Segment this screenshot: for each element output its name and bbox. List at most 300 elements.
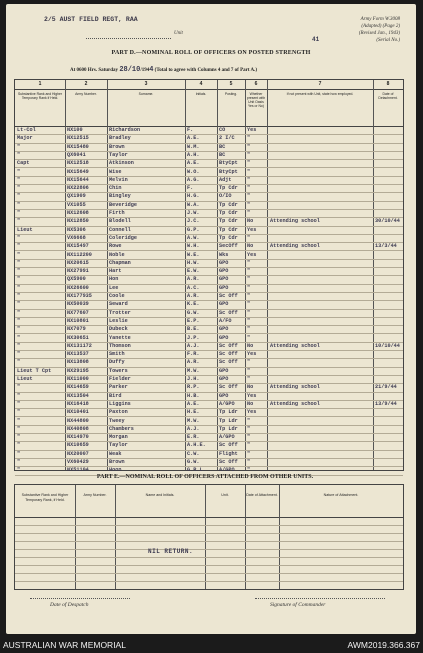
unit-label: Unit bbox=[174, 31, 183, 36]
cell-post: Tp Ldr bbox=[219, 425, 238, 432]
cell-post: 2 I/C bbox=[219, 135, 235, 142]
cell-init: F.R. bbox=[187, 351, 200, 358]
cell-post: GPO bbox=[219, 376, 229, 382]
cell-post: BC bbox=[219, 151, 226, 158]
cell-post: Tp Cdr bbox=[219, 185, 238, 192]
cell-init: W.M. bbox=[187, 143, 200, 150]
cell-rank: " bbox=[17, 176, 21, 183]
cell-post: CO bbox=[219, 127, 226, 133]
cell-number: NX112200 bbox=[67, 251, 92, 258]
cell-init: W.E. bbox=[187, 251, 200, 258]
cell-rank: " bbox=[17, 293, 21, 299]
cell-number: NX12850 bbox=[67, 218, 89, 225]
cell-surname: Melvin bbox=[109, 176, 128, 183]
cell-present: Yes bbox=[247, 351, 257, 358]
cell-rank: Capt bbox=[17, 160, 30, 167]
cell-rank: " bbox=[17, 251, 21, 258]
cell-number: NX20007 bbox=[67, 450, 89, 457]
col-header-employed: If not present with Unit, state how employed. bbox=[286, 92, 354, 96]
cell-post: A/GPO bbox=[219, 400, 235, 407]
cell-present: " bbox=[247, 201, 251, 208]
cell-post: Wks bbox=[219, 251, 229, 258]
cell-surname: Taylor bbox=[109, 442, 128, 449]
col-number: 4 bbox=[199, 81, 203, 87]
cell-post: GPO bbox=[219, 367, 229, 374]
cell-present: " bbox=[247, 467, 251, 474]
cell-number: QX6041 bbox=[67, 151, 86, 158]
col-header-attachment-date: Date of Attachment. bbox=[246, 493, 278, 497]
cell-rank: " bbox=[17, 334, 21, 341]
cell-rank: " bbox=[17, 442, 21, 449]
unit-name: 2/5 AUST FIELD REGT, RAA bbox=[44, 16, 138, 23]
cell-surname: Hoon bbox=[109, 467, 122, 474]
caption-bar bbox=[0, 637, 423, 653]
cell-present: Yes bbox=[247, 127, 257, 133]
cell-init: E.W. bbox=[187, 268, 200, 275]
ruled-line bbox=[15, 573, 403, 574]
cell-surname: Bingley bbox=[109, 193, 131, 200]
cell-init: H.G. bbox=[187, 193, 200, 200]
cell-init: J.C. bbox=[187, 218, 200, 225]
cell-rank: " bbox=[17, 317, 21, 324]
col-header-unit: Unit. bbox=[221, 493, 229, 497]
cell-number: NX44800 bbox=[67, 417, 89, 424]
cell-number: NX77607 bbox=[67, 309, 89, 316]
cell-number: NX15644 bbox=[67, 176, 89, 183]
cell-date: 30/10/44 bbox=[375, 218, 400, 225]
form-ref-line: (Revised Jan., 1943) bbox=[358, 31, 400, 36]
ruled-line bbox=[15, 549, 403, 550]
cell-rank: " bbox=[17, 234, 21, 241]
cell-init: G.P. bbox=[187, 226, 200, 233]
cell-rank: " bbox=[17, 392, 21, 399]
cell-rank: " bbox=[17, 467, 21, 474]
cell-surname: Lee bbox=[109, 284, 119, 291]
cell-init: A.C. bbox=[187, 284, 200, 291]
cell-number: NX27991 bbox=[67, 268, 89, 275]
cell-init: J.H. bbox=[187, 376, 200, 382]
cell-number: NX50039 bbox=[67, 301, 89, 308]
cell-init: F. bbox=[187, 185, 194, 192]
cell-post: SecOff bbox=[219, 243, 238, 250]
cell-init: W.H. bbox=[187, 243, 200, 250]
cell-init: A.J. bbox=[187, 342, 200, 349]
cell-present: " bbox=[247, 276, 251, 283]
cell-init: W.A. bbox=[187, 201, 200, 208]
cell-init: A.G. bbox=[187, 176, 200, 183]
cell-present: " bbox=[247, 193, 251, 200]
cell-present: " bbox=[247, 185, 251, 192]
cell-present: " bbox=[247, 135, 251, 142]
cell-rank: " bbox=[17, 168, 21, 175]
cell-rank: " bbox=[17, 218, 21, 225]
cell-rank: " bbox=[17, 185, 21, 192]
cell-surname: Morgan bbox=[109, 434, 128, 441]
cell-post: Adjt bbox=[219, 176, 232, 183]
cell-rank: Lt-Col bbox=[17, 127, 36, 133]
cell-rank: " bbox=[17, 400, 21, 407]
cell-rank: " bbox=[17, 151, 21, 158]
form-ref-line: Army Form W.3008 bbox=[360, 17, 400, 22]
cell-init: A.E. bbox=[187, 135, 200, 142]
cell-rank: " bbox=[17, 259, 21, 266]
cell-number: NX26600 bbox=[67, 284, 89, 291]
cell-present: Yes bbox=[247, 226, 257, 233]
cell-number: NX7079 bbox=[67, 326, 86, 333]
cell-present: Yes bbox=[247, 409, 257, 416]
cell-number: NX10659 bbox=[67, 442, 89, 449]
cell-employed: Attending school bbox=[270, 384, 320, 391]
col-number: 6 bbox=[254, 81, 258, 87]
form-ref-line: (Serial No.) bbox=[376, 38, 400, 43]
cell-post: O/IO bbox=[219, 193, 232, 200]
cell-surname: Wise bbox=[109, 168, 122, 175]
form-ref-line: (Adapted) (Page 2) bbox=[361, 24, 400, 29]
cell-surname: Chambers bbox=[109, 425, 134, 432]
cell-post: GPO bbox=[219, 268, 229, 275]
cell-rank: " bbox=[17, 425, 21, 432]
cell-post: Tp Cdr bbox=[219, 218, 238, 225]
cell-init: A.R. bbox=[187, 276, 200, 283]
cell-post: BtyCpt bbox=[219, 160, 238, 167]
cell-rank: Major bbox=[17, 135, 33, 142]
col-number: 8 bbox=[386, 81, 390, 87]
cell-number: VX6668 bbox=[67, 234, 86, 241]
cell-init: C.W. bbox=[187, 450, 200, 457]
roll-date-suffix: (Total to agree with Columns 4 and 7 of Part A.) bbox=[154, 68, 258, 73]
cell-init: A.E. bbox=[187, 160, 200, 167]
cell-number: NX22806 bbox=[67, 185, 89, 192]
cell-surname: Liggins bbox=[109, 400, 131, 407]
cell-present: " bbox=[247, 168, 251, 175]
cell-post: Sc Off bbox=[219, 309, 238, 316]
cell-surname: Trotter bbox=[109, 309, 131, 316]
cell-rank: " bbox=[17, 351, 21, 358]
cell-post: BC bbox=[219, 143, 226, 150]
cell-rank: " bbox=[17, 326, 21, 333]
cell-number: VX1055 bbox=[67, 201, 86, 208]
cell-init: A.J. bbox=[187, 425, 200, 432]
cell-number: NX40808 bbox=[67, 425, 89, 432]
cell-rank: " bbox=[17, 409, 21, 416]
signature-line bbox=[255, 598, 385, 599]
column-headers bbox=[15, 89, 403, 127]
cell-surname: Parker bbox=[109, 384, 128, 391]
cell-surname: Noble bbox=[109, 251, 125, 258]
cell-post: Sc Off bbox=[219, 459, 238, 465]
cell-number: NX51104 bbox=[67, 467, 89, 474]
signature-label: Signature of Commander bbox=[270, 602, 326, 608]
cell-surname: Thomson bbox=[109, 342, 131, 349]
cell-number: NX29195 bbox=[67, 367, 89, 374]
cell-init: A.R. bbox=[187, 293, 200, 299]
col-header-army-number: Army Number. bbox=[75, 92, 97, 96]
cell-init: J.P. bbox=[187, 334, 200, 341]
cell-surname: Firth bbox=[109, 210, 125, 216]
cell-init: G.W. bbox=[187, 459, 200, 465]
cell-post: Tp Cdr bbox=[219, 226, 238, 233]
cell-surname: Bird bbox=[109, 392, 122, 399]
cell-rank: " bbox=[17, 276, 21, 283]
col-number: 3 bbox=[144, 81, 148, 87]
cell-init: M.W. bbox=[187, 367, 200, 374]
cell-present: Yes bbox=[247, 392, 257, 399]
col-header-attachment-nature: Nature of Attachment. bbox=[323, 493, 359, 497]
cell-present: No bbox=[247, 400, 254, 407]
cell-present: " bbox=[247, 143, 251, 150]
cell-rank: " bbox=[17, 193, 21, 200]
cell-present: " bbox=[247, 234, 251, 241]
col-header-rank: Substantive Rank and Higher Temporary Rank if Held. bbox=[17, 92, 63, 100]
ruled-line bbox=[15, 525, 403, 526]
cell-employed: Attending school bbox=[270, 218, 320, 225]
attached-column-headers bbox=[15, 485, 403, 518]
cell-rank: " bbox=[17, 342, 21, 349]
cell-present: " bbox=[247, 367, 251, 374]
col-number: 5 bbox=[229, 81, 233, 87]
cell-init: A.R. bbox=[187, 359, 200, 366]
cell-post: A/GPO bbox=[219, 467, 235, 474]
cell-init: W.O. bbox=[187, 168, 200, 175]
cell-number: QX1909 bbox=[67, 193, 86, 200]
nil-return-entry: NIL RETURN. bbox=[148, 548, 194, 555]
cell-surname: Hart bbox=[109, 268, 122, 275]
officers-table bbox=[14, 79, 404, 474]
cell-number: NX12608 bbox=[67, 210, 89, 216]
cell-post: GPO bbox=[219, 326, 229, 333]
form-reference bbox=[314, 16, 400, 44]
part-d-title: PART D.—NOMINAL ROLL OF OFFICERS ON POSTED STRENGTH bbox=[111, 50, 311, 56]
ruled-line bbox=[15, 557, 403, 558]
cell-surname: Blodell bbox=[109, 218, 131, 225]
cell-present: " bbox=[247, 317, 251, 324]
cell-number: NX11000 bbox=[67, 376, 89, 382]
cell-rank: " bbox=[17, 384, 21, 391]
despatch-date-label: Date of Despatch bbox=[50, 602, 89, 608]
col-number: 1 bbox=[38, 81, 42, 87]
cell-number: NX5306 bbox=[67, 226, 86, 233]
cell-present: " bbox=[247, 160, 251, 167]
cell-surname: Taylor bbox=[109, 151, 128, 158]
cell-rank: " bbox=[17, 359, 21, 366]
cell-surname: Coleridge bbox=[109, 234, 138, 241]
cell-present: " bbox=[247, 376, 251, 382]
cell-number: NX12515 bbox=[67, 135, 89, 142]
cell-surname: Chin bbox=[109, 185, 122, 192]
cell-init: A.H. bbox=[187, 151, 200, 158]
cell-rank: " bbox=[17, 284, 21, 291]
cell-init: H.E. bbox=[187, 409, 200, 416]
cell-number: NX16418 bbox=[67, 400, 89, 407]
cell-surname: Smith bbox=[109, 351, 125, 358]
cell-rank: " bbox=[17, 434, 21, 441]
cell-post: GPO bbox=[219, 259, 229, 266]
cell-number: NX13537 bbox=[67, 351, 89, 358]
roll-date-prefix: At 0600 Hrs. Saturday bbox=[70, 68, 119, 73]
cell-number: NX15649 bbox=[67, 168, 89, 175]
cell-init: M.W. bbox=[187, 417, 200, 424]
cell-surname: Weak bbox=[109, 450, 122, 457]
cell-present: " bbox=[247, 417, 251, 424]
cell-present: " bbox=[247, 326, 251, 333]
cell-post: Sc Off bbox=[219, 359, 238, 366]
cell-present: Yes bbox=[247, 251, 257, 258]
roll-year-fill: 4 bbox=[149, 66, 154, 74]
col-header-rank: Substantive Rank and Higher Temporary Rank, if Held. bbox=[21, 493, 69, 502]
roll-date-line bbox=[70, 66, 257, 74]
cell-init: E.R. bbox=[187, 434, 200, 441]
cell-number: NX131172 bbox=[67, 342, 92, 349]
col-header-detachment-date: Date of Detachment. bbox=[378, 92, 398, 100]
cell-post: GPO bbox=[219, 392, 229, 399]
cell-rank: " bbox=[17, 309, 21, 316]
cell-init: R.P. bbox=[187, 384, 200, 391]
cell-number: NX13504 bbox=[67, 392, 89, 399]
cell-surname: Connell bbox=[109, 226, 131, 233]
cell-init: B.E. bbox=[187, 326, 200, 333]
cell-init: K.E. bbox=[187, 301, 200, 308]
cell-init: A.W. bbox=[187, 234, 200, 241]
cell-employed: Attending school bbox=[270, 400, 320, 407]
cell-present: " bbox=[247, 176, 251, 183]
cell-number: NX15480 bbox=[67, 143, 89, 150]
cell-number: NX20615 bbox=[67, 259, 89, 266]
cell-post: BtyCpt bbox=[219, 168, 238, 175]
cell-date: 21/9/44 bbox=[375, 384, 397, 391]
cell-present: " bbox=[247, 459, 251, 465]
cell-post: Tp Cdr bbox=[219, 210, 238, 216]
cell-number: NX14970 bbox=[67, 434, 89, 441]
cell-post: A/GPO bbox=[219, 434, 235, 441]
cell-number: NX10801 bbox=[67, 317, 89, 324]
serial-number: 41 bbox=[312, 36, 320, 43]
cell-post: Sc Off bbox=[219, 293, 238, 299]
ruled-line bbox=[15, 541, 403, 542]
cell-post: GPO bbox=[219, 334, 229, 341]
cell-surname: Coole bbox=[109, 293, 125, 299]
cell-surname: Atkinson bbox=[109, 160, 134, 167]
part-e-title: PART E.—NOMINAL ROLL OF OFFICERS ATTACHED FROM OTHER UNITS. bbox=[96, 474, 314, 480]
cell-number: VX60429 bbox=[67, 459, 89, 465]
col-header-posting: Posting. bbox=[224, 92, 238, 96]
cell-post: Sc Off bbox=[219, 442, 238, 449]
cell-present: " bbox=[247, 359, 251, 366]
cell-present: No bbox=[247, 342, 254, 349]
cell-init: A.H.E. bbox=[187, 442, 206, 449]
cell-surname: Fielder bbox=[109, 376, 131, 382]
ruled-line bbox=[15, 565, 403, 566]
cell-post: Tp Ldr bbox=[219, 409, 238, 416]
cell-post: Tp Cdr bbox=[219, 201, 238, 208]
cell-number: NX100 bbox=[67, 127, 83, 133]
cell-rank: " bbox=[17, 143, 21, 150]
cell-rank: Lieut T Cpt bbox=[17, 367, 52, 374]
cell-init: G.R.L. bbox=[187, 467, 206, 474]
cell-employed: Attending school bbox=[270, 243, 320, 250]
col-number: 7 bbox=[318, 81, 322, 87]
cell-present: " bbox=[247, 259, 251, 266]
attached-officers-table bbox=[14, 484, 404, 590]
cell-rank: " bbox=[17, 210, 21, 216]
cell-present: No bbox=[247, 218, 254, 225]
cell-surname: Beveridge bbox=[109, 201, 138, 208]
cell-present: " bbox=[247, 334, 251, 341]
cell-init: A.E. bbox=[187, 400, 200, 407]
col-header-surname: Surname. bbox=[138, 92, 154, 96]
cell-post: Sc Off bbox=[219, 342, 238, 349]
cell-present: " bbox=[247, 425, 251, 432]
cell-number: NX30651 bbox=[67, 334, 89, 341]
ruled-line bbox=[15, 581, 403, 582]
cell-post: Tp Ldr bbox=[219, 417, 238, 424]
cell-post: Tp Cdr bbox=[219, 234, 238, 241]
cell-surname: Brown bbox=[109, 143, 125, 150]
cell-rank: " bbox=[17, 301, 21, 308]
ruled-line bbox=[15, 533, 403, 534]
cell-surname: Bradley bbox=[109, 135, 131, 142]
cell-init: G.W. bbox=[187, 309, 200, 316]
cell-post: A/FO bbox=[219, 317, 232, 324]
cell-init: J.W. bbox=[187, 210, 200, 216]
cell-present: No bbox=[247, 243, 254, 250]
cell-init: H.W. bbox=[187, 259, 200, 266]
cell-date: 10/10/44 bbox=[375, 342, 400, 349]
col-header-name: Name and Initials. bbox=[145, 493, 175, 497]
cell-present: " bbox=[247, 442, 251, 449]
cell-present: " bbox=[247, 293, 251, 299]
cell-surname: Leslie bbox=[109, 317, 128, 324]
cell-surname: Towers bbox=[109, 367, 128, 374]
cell-surname: Brown bbox=[109, 459, 125, 465]
unit-underline bbox=[86, 38, 171, 39]
cell-rank: " bbox=[17, 459, 21, 465]
cell-number: NX10401 bbox=[67, 409, 89, 416]
despatch-date-line bbox=[30, 598, 130, 599]
cell-surname: Seward bbox=[109, 301, 128, 308]
cell-rank: " bbox=[17, 417, 21, 424]
cell-post: Flight bbox=[219, 450, 238, 457]
cell-surname: Duffy bbox=[109, 359, 125, 366]
cell-number: NX13808 bbox=[67, 359, 89, 366]
caption-source: AUSTRALIAN WAR MEMORIAL bbox=[3, 640, 126, 650]
col-header-present: Whether present with Unit Oasis Yes or No) bbox=[246, 92, 266, 108]
cell-employed: Attending school bbox=[270, 342, 320, 349]
cell-init: H.B. bbox=[187, 392, 200, 399]
cell-surname: Hon bbox=[109, 276, 119, 283]
cell-number: NX14659 bbox=[67, 384, 89, 391]
cell-present: " bbox=[247, 301, 251, 308]
cell-present: " bbox=[247, 450, 251, 457]
cell-init: E.P. bbox=[187, 317, 200, 324]
cell-surname: Rowe bbox=[109, 243, 122, 250]
cell-post: Sc Off bbox=[219, 384, 238, 391]
cell-surname: Chapman bbox=[109, 259, 131, 266]
cell-post: Sc Off bbox=[219, 351, 238, 358]
cell-surname: Tweey bbox=[109, 417, 125, 424]
cell-present: " bbox=[247, 284, 251, 291]
cell-rank: " bbox=[17, 243, 21, 250]
cell-surname: Yanette bbox=[109, 334, 131, 341]
cell-date: 13/9/44 bbox=[375, 400, 397, 407]
cell-rank: Lieut bbox=[17, 226, 33, 233]
cell-post: GPO bbox=[219, 301, 229, 308]
cell-number: QX5900 bbox=[67, 276, 86, 283]
roll-date-fill: 28/10 bbox=[119, 66, 141, 74]
cell-rank: " bbox=[17, 450, 21, 457]
cell-present: " bbox=[247, 309, 251, 316]
cell-post: GPO bbox=[219, 276, 229, 283]
cell-present: " bbox=[247, 434, 251, 441]
